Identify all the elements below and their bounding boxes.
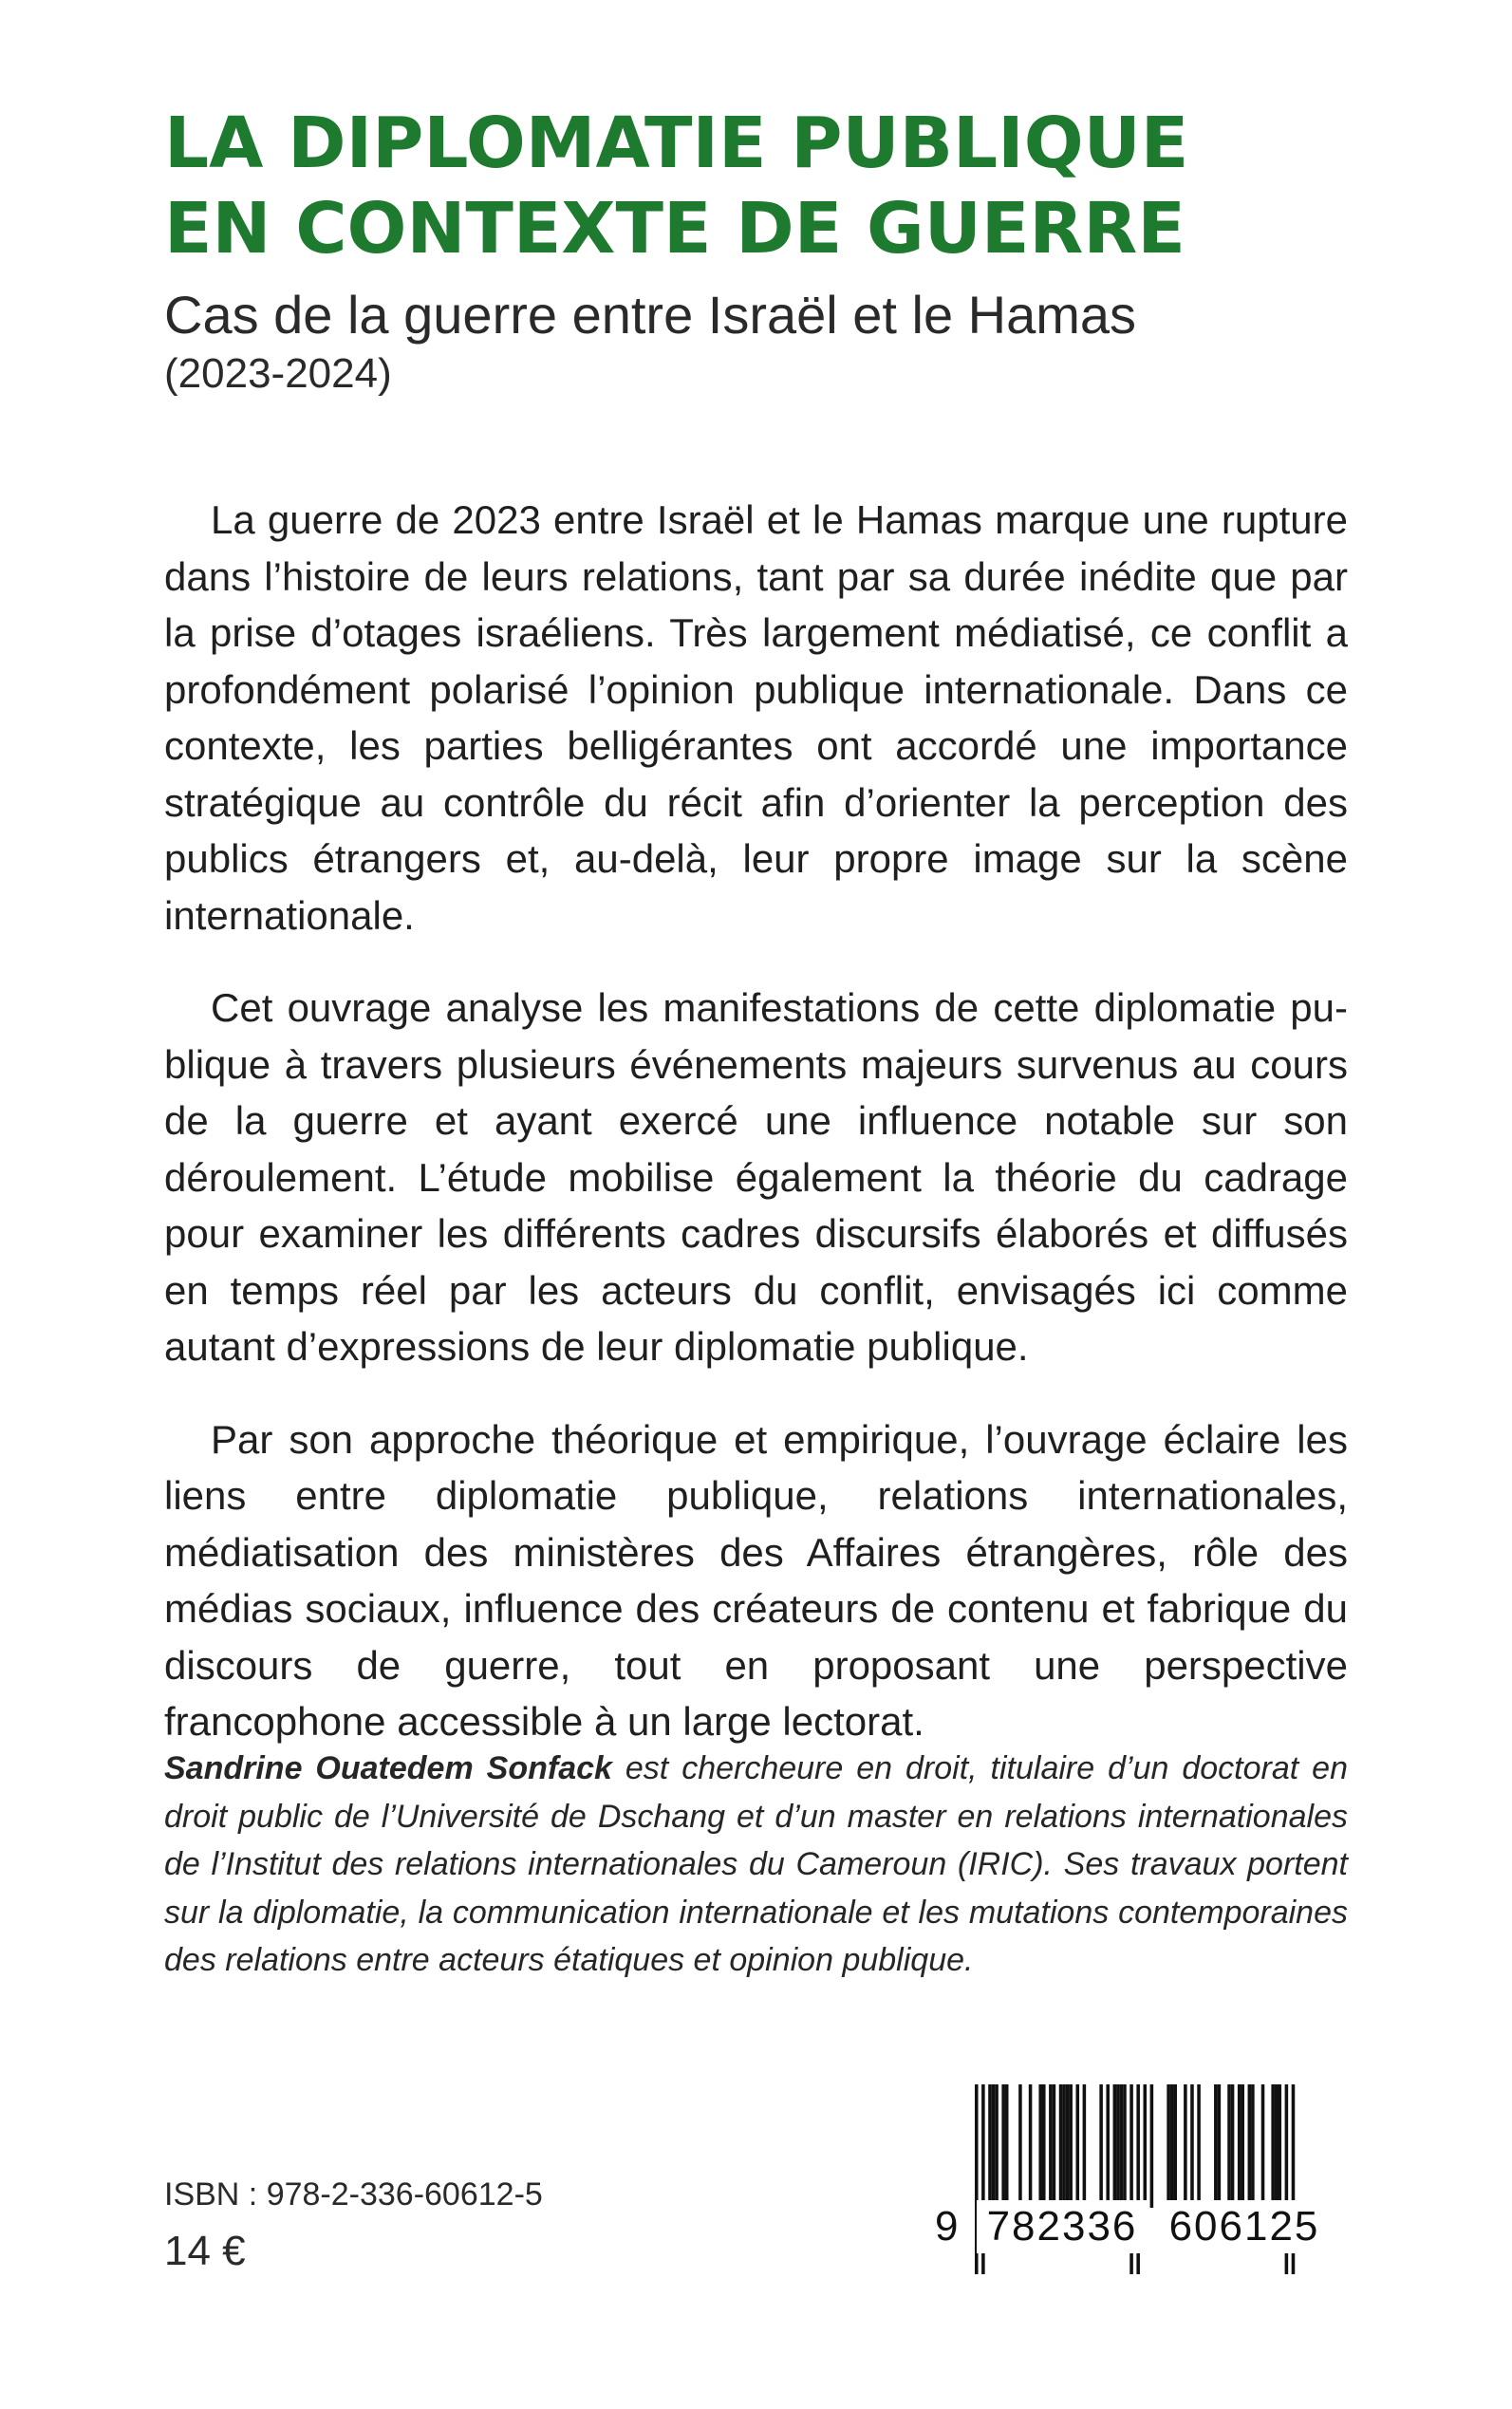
barcode-bar (1241, 2084, 1244, 2208)
barcode-bar (1170, 2084, 1174, 2208)
barcode-bar (1116, 2084, 1120, 2208)
barcode-bar (1038, 2084, 1042, 2208)
barcode-bar (1184, 2084, 1187, 2208)
barcode-digits-left: 782336 (977, 2200, 1148, 2253)
barcode-bar (1062, 2084, 1066, 2208)
barcode-bar (1049, 2084, 1053, 2208)
barcode-bar (1113, 2084, 1117, 2208)
book-subtitle: Cas de la guerre entre Israël et le Hamas (164, 285, 1137, 345)
barcode-bar (1238, 2084, 1241, 2208)
barcode-bar (1214, 2084, 1218, 2208)
barcode-bar (988, 2084, 992, 2208)
summary-paragraph-2: Cet ouvrage analyse les manifestations de cette diplomatie publique à travers plusieurs événements majeurs survenus au cours de la guerre et ayant exercé une influence notable sur son déroulement. L’étude mobilise également la théorie du cadrage pour examiner les différents cadres discursifs élaborés et diffusés en temps réel par les acteurs du conflit, envisagés ici comme autant d’expressions de leur diplomatie publique. (164, 985, 1348, 1369)
barcode-digits (935, 2200, 1334, 2253)
barcode-bar (1218, 2084, 1222, 2208)
barcode-bar (1069, 2084, 1073, 2208)
book-years: (2023-2024) (164, 350, 392, 397)
barcode-bar (1227, 2084, 1231, 2208)
barcode-bar (1167, 2084, 1170, 2208)
barcode-bar (1231, 2084, 1235, 2208)
barcode-bars (935, 2084, 1334, 2286)
barcode-bar (1261, 2084, 1265, 2208)
barcode-bar (1053, 2084, 1056, 2208)
barcode-bar (1066, 2084, 1070, 2208)
price: 14 € (164, 2228, 246, 2274)
title-line-2: EN CONTEXTE DE GUERRE (164, 188, 1185, 270)
barcode-bar (1144, 2084, 1148, 2208)
barcode-bar (1029, 2084, 1033, 2208)
title-line-1: LA DIPLOMATIE PUBLIQUE (164, 103, 1189, 184)
barcode-bar (1106, 2084, 1110, 2208)
barcode-bar (1059, 2084, 1063, 2208)
barcode-bar (1197, 2084, 1201, 2208)
barcode-bar (1271, 2084, 1275, 2208)
barcode-bar (1190, 2084, 1194, 2208)
barcode-bar (1123, 2084, 1127, 2208)
barcode-bar (1150, 2084, 1154, 2208)
barcode-bar (1279, 2084, 1282, 2208)
summary-paragraph-3: Par son approche théorique et empirique, l’ouvrage éclaire les liens entre diplomatie publique, relations internationales, médiatisation des ministères des Affaires étrangères, rôle des médias sociaux, influence des créateurs de contenu et fabrique du discours de guerre, tout en proposant une perspective francophone accessible à un large lectorat. (164, 1416, 1348, 1744)
barcode-bar (995, 2084, 999, 2208)
barcode (935, 2084, 1334, 2286)
barcode-bar (1173, 2084, 1177, 2208)
barcode-bar (1251, 2084, 1255, 2208)
summary-text (164, 492, 1348, 1786)
barcode-bar (1099, 2084, 1103, 2208)
barcode-bar (1248, 2084, 1252, 2208)
barcode-bar (1018, 2084, 1022, 2208)
isbn: ISBN : 978-2-336-60612-5 (164, 2176, 543, 2213)
barcode-bar (1042, 2084, 1046, 2208)
barcode-bar (1005, 2084, 1009, 2208)
barcode-bar (1076, 2084, 1080, 2208)
book-title (164, 101, 1188, 271)
author-bio (164, 1745, 1348, 1985)
barcode-bar (1001, 2084, 1005, 2208)
barcode-bar (1120, 2084, 1124, 2208)
barcode-digit-first: 9 (935, 2203, 959, 2250)
summary-paragraph-1: La guerre de 2023 entre Israël et le Hamas marque une rupture dans l’histoire de leurs relations, tant par sa durée inédite que par la prise d’otages israéliens. Très largement médiatisé, ce conflit a profondément polarisé l’opinion publique internationale. Dans ce contexte, les parties belligérantes ont accordé une importance stratégique au contrôle du récit afin d’orienter la perception des publics étrangers et, au-delà, leur propre image sur la scène internationale. (164, 497, 1348, 938)
barcode-bar (992, 2084, 996, 2208)
barcode-digits-right: 606125 (1159, 2200, 1330, 2253)
barcode-bar (1275, 2084, 1279, 2208)
barcode-bar (1083, 2084, 1087, 2208)
author-name: Sandrine Ouatedem Sonfack (164, 1750, 612, 1786)
author-bio-text: est chercheure en droit, titulaire d’un doctorat en droit public de l’Université de Dschang et d’un master en relations internationales de l’Institut des relations internationales du Cameroun (IRIC). Ses travaux portent sur la diplomatie, la communication internationale et les mutations contemporaines des relations entre acteurs étatiques et opinion publique. (164, 1750, 1348, 1978)
